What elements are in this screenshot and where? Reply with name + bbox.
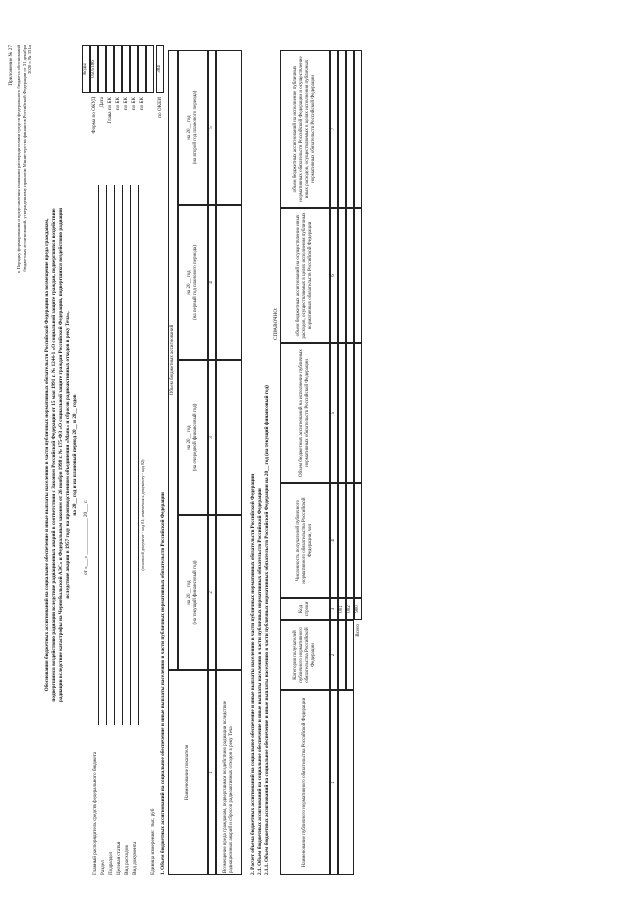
section1-heading: 1. Объем бюджетных ассигнований на социальное обеспечение и иные выплаты населению в части публичных нормативных обязательств Российской Федерации bbox=[160, 492, 166, 875]
s2-row2-category bbox=[346, 620, 354, 690]
field-grbs-line bbox=[98, 185, 99, 725]
date-value bbox=[98, 45, 106, 93]
codes-header: Коды bbox=[82, 45, 90, 93]
s2-total-volume bbox=[354, 343, 362, 483]
section-bk-label: по БК bbox=[115, 97, 121, 111]
okud-value: 0505186 bbox=[90, 45, 98, 93]
field-doctype-note: (основной документ - код 01; изменения к документу - код 02) bbox=[140, 459, 145, 571]
s1-row-next bbox=[216, 360, 242, 515]
s1-col-group: Объем бюджетных ассигнований bbox=[168, 50, 178, 670]
s2-row2-count bbox=[346, 483, 354, 598]
s2-num-3: 3 bbox=[330, 598, 338, 620]
s2-total-code: 900 bbox=[354, 598, 362, 620]
s1-col-first-year: на 20__ год bbox=[187, 270, 192, 295]
expense-bk-label: по БК bbox=[139, 97, 145, 111]
s2-num-7: 7 bbox=[330, 50, 338, 208]
s1-num-1: 1 bbox=[208, 670, 216, 875]
s2-row2-total bbox=[346, 50, 354, 208]
s2-num-6: 6 bbox=[330, 208, 338, 343]
s2-total-count bbox=[354, 483, 362, 598]
s1-num-2: 2 bbox=[208, 515, 216, 670]
s2-num-1: 1 bbox=[330, 690, 338, 875]
s2-col-3: Код строки bbox=[280, 598, 330, 620]
s2-col-4: Численность получателей публичного нормативного обязательства Российской Федерации, чел bbox=[280, 483, 330, 598]
s2-col-6: объем бюджетных ассигнований на осуществление иных расходов, осуществляемых в целях исполнения публичных нормативных обязательств Российской Федерации bbox=[280, 208, 330, 343]
s2-row1-code: 001 bbox=[338, 598, 346, 620]
s2-row2-code: 002 bbox=[346, 598, 354, 620]
okei-value: 384 bbox=[156, 45, 164, 93]
s1-col-next-sub: (на очередной финансовый год) bbox=[193, 403, 198, 472]
s2-num-5: 5 bbox=[330, 343, 338, 483]
appendix-caption: к Порядку формирования и представления главными распорядителями средств федерального бюджета обоснований бюджетных ассигнований, утвержденному приказом Министерства финансов Российской Федерации от 31 декабря 2020 г. № 331н bbox=[16, 45, 33, 273]
s2-total-label: Всего bbox=[355, 624, 361, 637]
s1-col-current-year: на 20__ год bbox=[187, 580, 192, 605]
section211-heading: 2.1.1. Объем бюджетных ассигнований на социальное обеспечение и иные выплаты населению в части публичных нормативных обязательств Российской Федерации на 20__ год (на текущий финансовый год) bbox=[264, 385, 270, 875]
s1-col-second bbox=[178, 50, 208, 205]
s2-row1-category bbox=[338, 620, 346, 690]
title-line-4: вследствие аварии в 1957 году на производственном объединении «Маяк» и сбросов радиоактивных отходов в реку Теча», bbox=[65, 311, 71, 599]
field-unit-value: тыс. руб bbox=[150, 808, 156, 827]
section21-heading: 2.1. Объем бюджетных ассигнований на социальное обеспечение и иные выплаты населению в части публичных нормативных обязательств Российской Федерации bbox=[257, 488, 263, 875]
bk-code-5 bbox=[138, 45, 146, 93]
bk-code-1 bbox=[106, 45, 114, 93]
s1-row-current bbox=[216, 515, 242, 670]
s2-total-other bbox=[354, 208, 362, 343]
s1-col-second-sub: (на второй год планового периода) bbox=[193, 90, 198, 165]
s2-num-4: 4 bbox=[330, 483, 338, 598]
s1-col-first-sub: (на первый год планового периода) bbox=[193, 245, 198, 320]
field-article-label: Целевая статья bbox=[116, 841, 122, 875]
field-article-line bbox=[122, 185, 123, 725]
article-bk-label: по БК bbox=[131, 97, 137, 111]
field-unit-label: Единица измерения: bbox=[150, 829, 156, 875]
date-label: Дата bbox=[99, 97, 105, 108]
s1-col-current bbox=[178, 515, 208, 670]
section2-heading: 2. Расчет объема бюджетных ассигнований на социальное обеспечение и иные выплаты населению в части публичных нормативных обязательств Российской Федерации bbox=[250, 473, 256, 875]
s1-row-first bbox=[216, 205, 242, 360]
field-subsection-label: Подраздел bbox=[108, 851, 114, 875]
title-line-2: подвергшимся воздействию радиации вследствие радиационных аварий в соответствии с Законом Российской Федерации от 15 мая 1991 г. № 1244-1 «О социальной защите граждан, подвергшихся воздействию bbox=[51, 208, 57, 702]
bk-code-3 bbox=[122, 45, 130, 93]
s1-col-current-sub: (на текущий финансовый год) bbox=[193, 560, 198, 625]
date-line: от «___» ______________ 20___ г. bbox=[83, 499, 89, 575]
s2-col-7: объем бюджетных ассигнований на исполнение публичных нормативных обязательств Российской Федерации и осуществление иных расходов, осуществляемых в целях исполнения публичных нормативных обязательств Российской Федерации bbox=[280, 50, 330, 208]
s1-col-first bbox=[178, 205, 208, 360]
okud-label: Форма по ОКУД bbox=[91, 97, 97, 134]
s2-total-total bbox=[354, 50, 362, 208]
s2-row-obligation bbox=[338, 690, 354, 875]
okei-label: по ОКЕИ bbox=[157, 97, 163, 118]
s1-col-next bbox=[178, 360, 208, 515]
bk-code-4 bbox=[130, 45, 138, 93]
doc-type-code bbox=[146, 45, 154, 93]
field-expense-label: Вид расходов bbox=[124, 845, 130, 875]
s2-ref-label: СПРАВОЧНО: bbox=[273, 307, 279, 340]
subsection-bk-label: по БК bbox=[123, 97, 129, 111]
s1-col-next-year: на 20__ год bbox=[187, 425, 192, 450]
appendix-number: Приложение № 27 bbox=[8, 45, 14, 86]
s1-row-second bbox=[216, 50, 242, 205]
s2-col-5: Объем бюджетных ассигнований на исполнение публичных нормативных обязательств Российской Федерации bbox=[280, 343, 330, 483]
s2-row1-count bbox=[338, 483, 346, 598]
title-line-3: радиации вследствие катастрофы на Чернобыльской АЭС» и Федеральным законом от 26 ноября 1998 г. № 175-ФЗ «О социальной защите граждан Российской Федерации, подвергшихся воздействию радиации bbox=[58, 207, 64, 703]
grbs-bk-label: Глава по БК bbox=[107, 97, 113, 124]
s1-row-label: Возмещение вреда гражданам, подвергшимся воздействию радиации вследствие радиационных аварий и сбросов радиоактивных отходов в реку Теча bbox=[216, 670, 242, 875]
s1-num-3: 3 bbox=[208, 360, 216, 515]
field-subsection-line bbox=[114, 185, 115, 725]
s2-row1-volume bbox=[338, 343, 346, 483]
field-section-line bbox=[106, 185, 107, 725]
s2-num-2: 2 bbox=[330, 620, 338, 690]
s2-col-1: Наименование публичного нормативного обязательства Российской Федерации bbox=[280, 690, 330, 875]
field-grbs-label: Главный распорядитель средств федерального бюджета bbox=[92, 751, 98, 875]
s1-num-4: 4 bbox=[208, 205, 216, 360]
s1-col-second-year: на 20__ год bbox=[187, 115, 192, 140]
field-doctype-label: Вид документа bbox=[132, 841, 138, 875]
s2-row1-other bbox=[338, 208, 346, 343]
s1-col-name: Наименование показателя bbox=[168, 670, 208, 875]
field-section-label: Раздел bbox=[100, 860, 106, 875]
field-doctype-line bbox=[138, 185, 139, 725]
s2-row1-total bbox=[338, 50, 346, 208]
s2-row2-other bbox=[346, 208, 354, 343]
bk-code-2 bbox=[114, 45, 122, 93]
s2-row2-volume bbox=[346, 343, 354, 483]
field-expense-line bbox=[130, 185, 131, 725]
title-line-5: на 20__ год и на плановый период 20__ и 20__ годов bbox=[72, 394, 78, 516]
s1-num-5: 5 bbox=[208, 50, 216, 205]
s2-col-2: Категория получателей публичного нормативного обязательства Российской Федерации bbox=[280, 620, 330, 690]
title-line-1: Обоснования бюджетных ассигнований на социальное обеспечение и иные выплаты населению в части публичных нормативных обязательств Российской Федерации на возмещение вреда гражданам, bbox=[44, 218, 50, 692]
